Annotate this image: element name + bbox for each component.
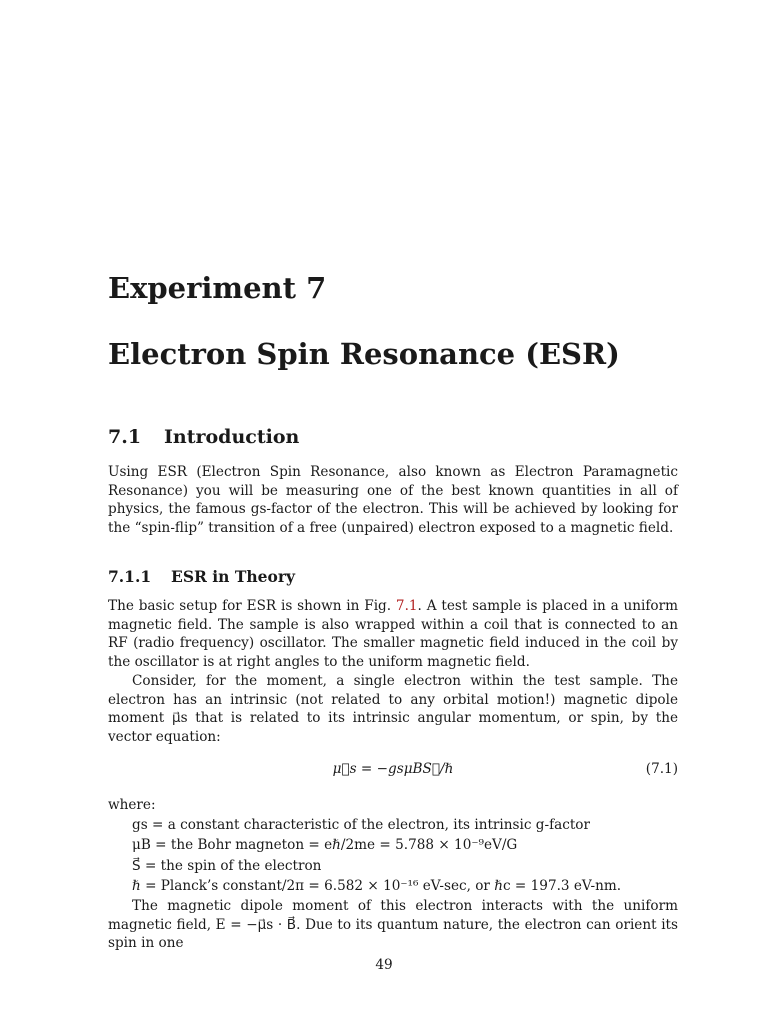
interaction-paragraph: The magnetic dipole moment of this electron interacts with the uniform magnetic field, E = −μ⃗s · B⃗. Due to its quantum nature, the electron can orient its spin in one — [108, 898, 678, 952]
section-number: 7.1 — [108, 426, 142, 448]
intro-paragraph: Using ESR (Electron Spin Resonance, also known as Electron Paramagnetic Resonance) you will be measuring one of the best known quantities in all of physics, the famous gs-factor of the electron. This will be achieved by looking for the “spin-flip” transition of a free (unpaired) electron exposed to a magnetic field. — [108, 464, 678, 536]
where-label: where: — [108, 797, 156, 813]
equation-body: μ⃗s = −gsμBS⃗/ℏ — [332, 761, 454, 777]
basic-setup-text-end: . A test sample is placed in a uniform magnetic field. The sample is also wrapped within a coil that is connected to an RF (radio frequency) oscillator. The smaller magnetic field induced in the coil by the oscillator is at right angles to the uniform magnetic field. — [108, 598, 678, 670]
subsection-title: ESR in Theory — [171, 567, 296, 586]
section-title: Introduction — [164, 426, 300, 448]
subsection-number: 7.1.1 — [108, 567, 152, 586]
page-number: 49 — [375, 957, 393, 973]
figure-reference-link[interactable]: 7.1 — [395, 598, 418, 614]
definition-gs: gs = a constant characteristic of the electron, its intrinsic g-factor — [132, 817, 590, 833]
chapter-label: Experiment 7 — [108, 271, 327, 305]
basic-setup-paragraph — [108, 597, 678, 671]
equation-7-1 — [108, 758, 678, 780]
basic-setup-text-start: The basic setup for ESR is shown in Fig. — [108, 598, 396, 614]
definition-list — [132, 815, 678, 896]
subsection-heading — [108, 565, 295, 589]
consider-paragraph: Consider, for the moment, a single electron within the test sample. The electron has an intrinsic (not related to any orbital motion!) magnetic dipole moment μ⃗s that is related to its intrinsic angular momentum, or spin, by the vector equation: — [108, 673, 678, 745]
chapter-title: Electron Spin Resonance (ESR) — [108, 337, 620, 371]
definition-bohr-magneton: μB = the Bohr magneton = eℏ/2me = 5.788 × 10⁻⁹eV/G — [132, 837, 518, 854]
definition-planck: ℏ = Planck’s constant/2π = 6.582 × 10⁻¹⁶ eV-sec, or ℏc = 197.3 eV-nm. — [132, 877, 622, 894]
definition-spin: S⃗ = the spin of the electron — [132, 857, 322, 874]
section-heading — [108, 423, 299, 451]
equation-number: (7.1) — [645, 761, 678, 777]
